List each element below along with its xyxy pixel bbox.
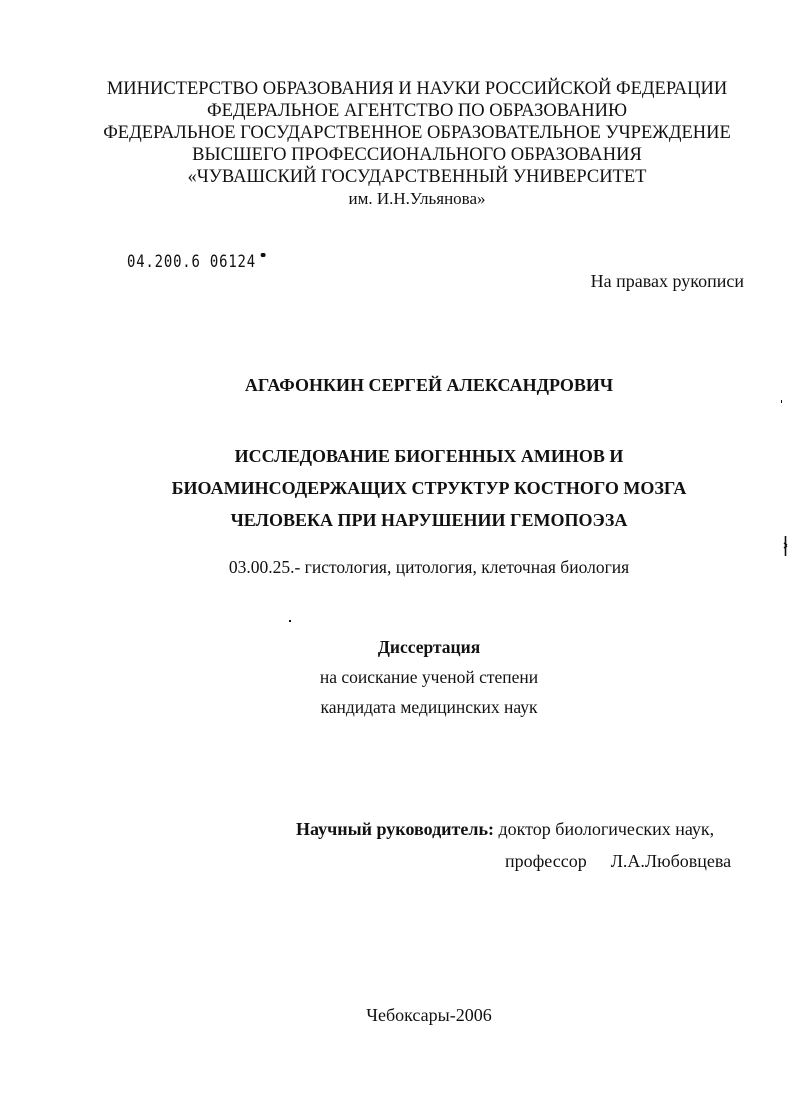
- stamp-dot-icon: [261, 253, 266, 257]
- institution-header: [0, 78, 798, 210]
- supervisor-name: Л.А.Любовцева: [610, 851, 732, 871]
- city-year: Чебоксары-2006: [366, 1005, 492, 1025]
- header-line-institution: ФЕДЕРАЛЬНОЕ ГОСУДАРСТВЕННОЕ ОБРАЗОВАТЕЛЬНОЕ УЧРЕЖДЕНИЕ: [103, 123, 731, 143]
- author-name: АГАФОНКИН СЕРГЕЙ АЛЕКСАНДРОВИЧ: [244, 375, 614, 395]
- supervisor-line-1: [296, 813, 731, 845]
- supervisor-label: Научный руководитель:: [296, 819, 494, 839]
- degree-purpose: на соискание ученой степени: [319, 667, 539, 687]
- rights-note: На правах рукописи: [590, 271, 744, 291]
- dissertation-title: [0, 440, 798, 536]
- registration-stamp: [127, 252, 266, 272]
- scan-speck: [289, 620, 291, 622]
- title-line-2: БИОАМИНСОДЕРЖАЩИХ СТРУКТУР КОСТНОГО МОЗГА: [171, 478, 687, 498]
- header-line-ministry: МИНИСТЕРСТВО ОБРАЗОВАНИЯ И НАУКИ РОССИЙСКОЙ ФЕДЕРАЦИИ: [106, 79, 728, 99]
- header-line-agency: ФЕДЕРАЛЬНОЕ АГЕНТСТВО ПО ОБРАЗОВАНИЮ: [207, 101, 627, 121]
- registration-number: 04.200.6 06124: [127, 252, 256, 272]
- supervisor-degree: доктор биологических наук,: [498, 819, 715, 839]
- dissertation-block: [0, 632, 798, 722]
- supervisor-rank: профессор: [505, 851, 587, 871]
- scan-speck: [781, 400, 782, 403]
- margin-mark-icon: [783, 535, 788, 557]
- supervisor-line-2: [296, 845, 731, 877]
- degree-name: кандидата медицинских наук: [320, 697, 538, 717]
- title-line-1: ИССЛЕДОВАНИЕ БИОГЕННЫХ АМИНОВ И: [234, 446, 624, 466]
- dissertation-label: Диссертация: [377, 637, 481, 657]
- header-line-education: ВЫСШЕГО ПРОФЕССИОНАЛЬНОГО ОБРАЗОВАНИЯ: [192, 145, 642, 165]
- title-line-3: ЧЕЛОВЕКА ПРИ НАРУШЕНИИ ГЕМОПОЭЗА: [230, 510, 628, 530]
- specialty-code: 03.00.25.- гистология, цитология, клеточная биология: [228, 557, 630, 577]
- supervisor-block: [296, 813, 731, 877]
- header-line-university: «ЧУВАШСКИЙ ГОСУДАРСТВЕННЫЙ УНИВЕРСИТЕТ: [187, 167, 647, 187]
- header-line-named-after: им. И.Н.Ульянова»: [348, 189, 486, 208]
